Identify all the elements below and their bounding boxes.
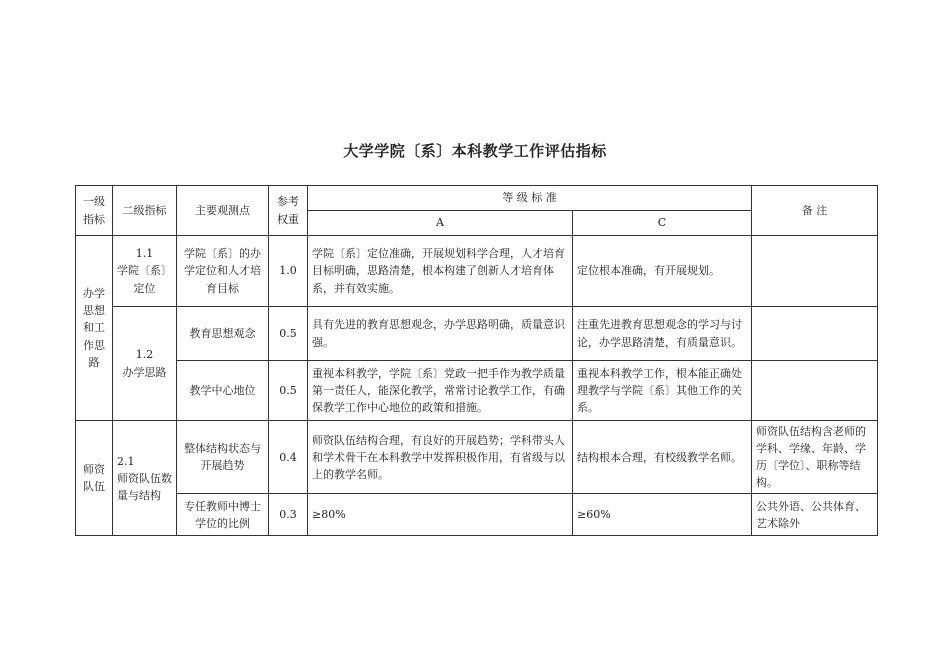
remark-cell: 师资队伍结构含老师的学科、学缘、年龄、学历〔学位〕、职称等结构。: [752, 421, 878, 494]
header-level1: 一级指标: [76, 186, 113, 236]
observation-cell: 整体结构状态与开展趋势: [177, 421, 269, 494]
header-grade-standard: 等 级 标 准: [308, 186, 752, 211]
evaluation-table: [75, 185, 878, 536]
grade-a-cell: 具有先进的教育思想观念，办学思路明确，质量意识强。: [308, 307, 573, 361]
weight-cell: 0.3: [269, 494, 308, 536]
observation-cell: 学院〔系〕的办学定位和人才培育目标: [177, 236, 269, 307]
table-row: [76, 421, 878, 494]
table-row: [76, 236, 878, 307]
remark-cell: 公共外语、公共体育、艺术除外: [752, 494, 878, 536]
grade-a-cell: 重视本科教学，学院〔系〕党政一把手作为教学质量第一责任人，能深化教学，常常讨论教学工作，有确保教学工作中心地位的政策和措施。: [308, 361, 573, 421]
grade-a-cell: 学院〔系〕定位准确，开展规划科学合理，人才培育目标明确，思路清楚，根本构建了创新人才培育体系，并有效实施。: [308, 236, 573, 307]
document-title: 大学学院〔系〕本科教学工作评估指标: [343, 142, 607, 160]
header-weight: 参考权重: [269, 186, 308, 236]
observation-cell: 专任教师中博士学位的比例: [177, 494, 269, 536]
header-level2: 二级指标: [113, 186, 177, 236]
weight-cell: 0.4: [269, 421, 308, 494]
weight-cell: 1.0: [269, 236, 308, 307]
grade-c-cell: ≥60%: [573, 494, 752, 536]
grade-c-cell: 注重先进教育思想观念的学习与讨论，办学思路清楚，有质量意识。: [573, 307, 752, 361]
table-row: [76, 361, 878, 421]
grade-c-cell: 定位根本准确，有开展规划。: [573, 236, 752, 307]
table-row: [76, 494, 878, 536]
header-remarks: 备 注: [752, 186, 878, 236]
level1-cell: 办学思想和工作思路: [76, 236, 113, 421]
remark-cell: [752, 236, 878, 307]
level2-cell: 1.2 办学思路: [113, 307, 177, 421]
level2-cell: 2.1 师资队伍数量与结构: [113, 421, 177, 536]
header-row-1: [76, 186, 878, 211]
remark-cell: [752, 307, 878, 361]
observation-cell: 教学中心地位: [177, 361, 269, 421]
weight-cell: 0.5: [269, 361, 308, 421]
weight-cell: 0.5: [269, 307, 308, 361]
grade-c-cell: 重视本科教学工作，根本能正确处理教学与学院〔系〕其他工作的关系。: [573, 361, 752, 421]
header-grade-c: C: [573, 211, 752, 236]
observation-cell: 教育思想观念: [177, 307, 269, 361]
remark-cell: [752, 361, 878, 421]
level2-cell: 1.1 学院〔系〕定位: [113, 236, 177, 307]
grade-a-cell: ≥80%: [308, 494, 573, 536]
header-grade-a: A: [308, 211, 573, 236]
grade-a-cell: 师资队伍结构合理，有良好的开展趋势；学科带头人和学术骨干在本科教学中发挥积极作用，有省级与以上的教学名师。: [308, 421, 573, 494]
level1-cell: 师资队伍: [76, 421, 113, 536]
table-row: [76, 307, 878, 361]
grade-c-cell: 结构根本合理，有校级教学名师。: [573, 421, 752, 494]
header-observation: 主要观测点: [177, 186, 269, 236]
